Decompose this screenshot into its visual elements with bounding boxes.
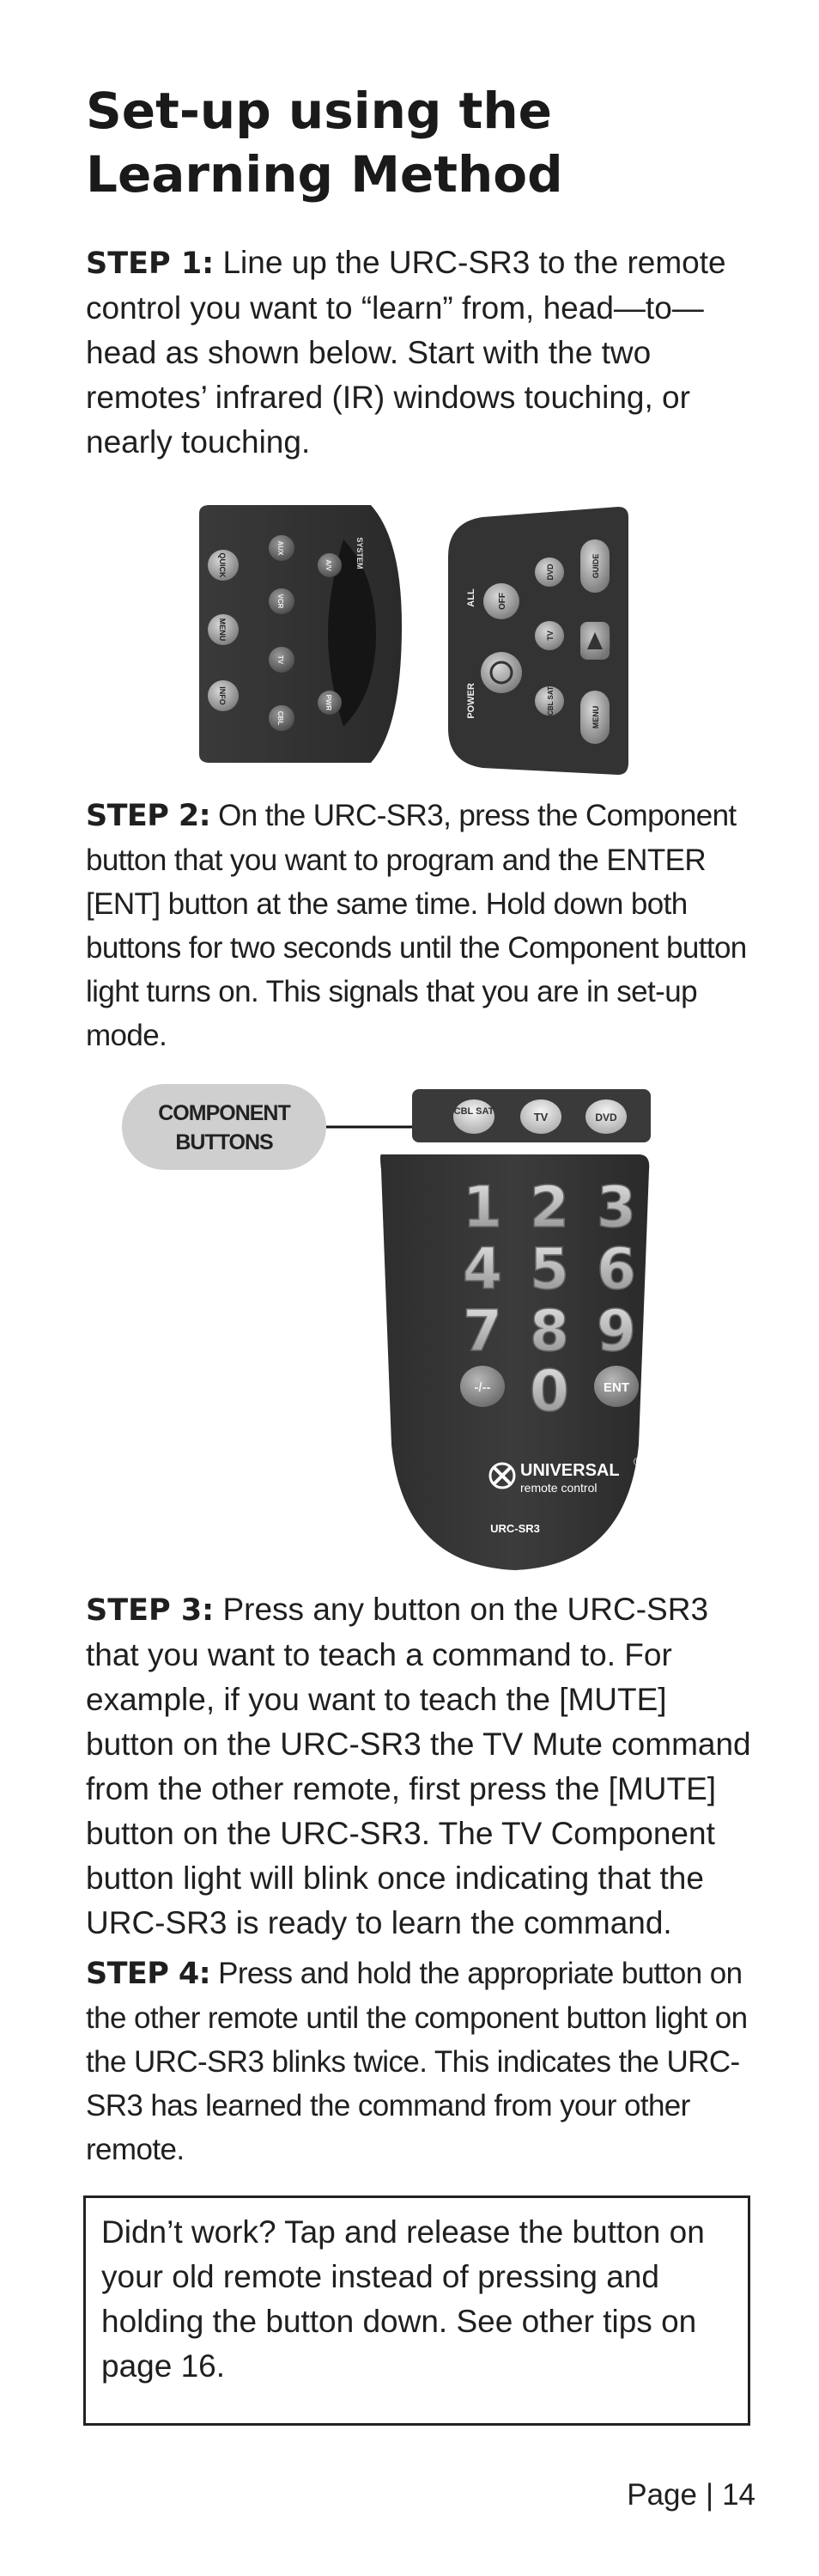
title-line-1: Set-up using the: [86, 82, 552, 140]
other-remote-system-label: SYSTEM: [355, 537, 364, 569]
component-button-cblsat[interactable]: [453, 1099, 494, 1134]
key-1[interactable]: 1: [463, 1174, 502, 1240]
step-2: [86, 794, 755, 1057]
urc-guide-label: GUIDE: [592, 553, 600, 579]
brand-registered: ®: [634, 1455, 642, 1468]
urc-cblsat-label: CBL SAT: [547, 686, 555, 716]
page-separator: |: [705, 2478, 714, 2512]
key-7[interactable]: 7: [463, 1298, 502, 1364]
step-3-text: Press any button on the URC-SR3 that you want to teach a command to. For example, if you want to teach the [MUTE] button on the URC-SR3 the TV Mute command from the other remote, first press the [MUTE] button on the URC-SR3. The TV Component button light will blink once indicating that the URC-SR3 is ready to learn the command.: [86, 1592, 751, 1940]
step-3-label: STEP 3:: [86, 1593, 215, 1628]
component-button-tv[interactable]: [520, 1099, 561, 1134]
page-title: [86, 79, 755, 206]
model-label: URC-SR3: [490, 1522, 540, 1535]
tip-box: [83, 2195, 750, 2426]
key-ent: ENT: [604, 1380, 629, 1395]
step-2-text: On the URC-SR3, press the Component button that you want to program and the ENTER [ENT] button at the same time. Hold down both buttons for two seconds until the Component button light turns on. This signals that you are in set-up mode.: [86, 799, 747, 1052]
dvd-component-label: DVD: [595, 1111, 617, 1124]
urc-power-label: POWER: [466, 683, 476, 719]
head-to-head-remotes-image: [199, 505, 628, 778]
urc-dvd-label: DVD: [546, 563, 555, 581]
key-2[interactable]: 2: [530, 1174, 569, 1240]
other-remote-quick-label: QUICK: [218, 552, 227, 578]
key-8[interactable]: 8: [530, 1298, 569, 1364]
page-label: Page: [627, 2478, 697, 2512]
key-4[interactable]: 4: [463, 1236, 502, 1302]
brand-name: UNIVERSAL: [520, 1461, 620, 1480]
step-2-label: STEP 2:: [86, 799, 210, 833]
urc-all-label: ALL: [466, 588, 476, 607]
tip-text: Didn’t work? Tap and release the button on your old remote instead of pressing and holding the button down. See other tips on page 16.: [101, 2214, 705, 2384]
step-1: [86, 241, 755, 465]
other-remote-tv-label: TV: [276, 655, 284, 665]
key-5[interactable]: 5: [530, 1236, 569, 1302]
other-remote-pwr-label: PWR: [325, 694, 332, 711]
other-remote: [199, 505, 402, 763]
title-line-2: Learning Method: [86, 145, 563, 204]
cblsat-label: CBL SAT: [453, 1106, 494, 1117]
step-4-text: Press and hold the appropriate button on the other remote until the component button light on the URC-SR3 blinks twice. This indicates the URC-SR3 has learned the command from your other remote.: [86, 1957, 748, 2166]
callout-line-1: COMPONENT: [158, 1101, 290, 1125]
key-0[interactable]: 0: [530, 1358, 569, 1424]
other-remote-menu-label: MENU: [218, 618, 227, 642]
callout-line-2: BUTTONS: [175, 1130, 273, 1154]
other-remote-av-label: A/V: [325, 559, 332, 571]
urc-tv-label: TV: [546, 630, 555, 641]
key-dash-group[interactable]: [460, 1366, 505, 1407]
urc-sr3-remote-top: [448, 507, 628, 775]
page-number: 14: [722, 2478, 755, 2512]
urc-sr3-keypad-svg: [120, 1084, 652, 1574]
brand-sub: remote control: [520, 1481, 598, 1495]
other-remote-info-label: INFO: [218, 686, 227, 705]
head-to-head-remotes-svg: [199, 505, 628, 778]
other-remote-cbl-label: CBL: [276, 710, 284, 726]
urc-sr3-keypad-image: [120, 1084, 652, 1574]
key-6[interactable]: 6: [597, 1236, 636, 1302]
step-4-label: STEP 4:: [86, 1957, 210, 1991]
tv-component-label: TV: [533, 1111, 549, 1124]
key-3[interactable]: 3: [597, 1174, 636, 1240]
other-remote-vcr-label: VCR: [276, 594, 284, 609]
key-ent-group[interactable]: [594, 1366, 639, 1407]
component-button-dvd[interactable]: [585, 1099, 627, 1134]
key-9[interactable]: 9: [597, 1298, 636, 1364]
urc-off-label: OFF: [498, 593, 507, 610]
page-footer: [584, 2476, 755, 2515]
step-4: [86, 1952, 755, 2171]
other-remote-aux-label: AUX: [276, 540, 284, 556]
urc-menu-label: MENU: [592, 705, 600, 729]
step-1-text: Line up the URC-SR3 to the remote control you want to “learn” from, head—to—head as shown below. Start with the two remotes’ infrared (IR) windows touching, or nearly touching.: [86, 245, 726, 460]
step-3: [86, 1587, 755, 1946]
step-1-label: STEP 1:: [86, 247, 215, 281]
key-dash: -/--: [474, 1380, 491, 1395]
